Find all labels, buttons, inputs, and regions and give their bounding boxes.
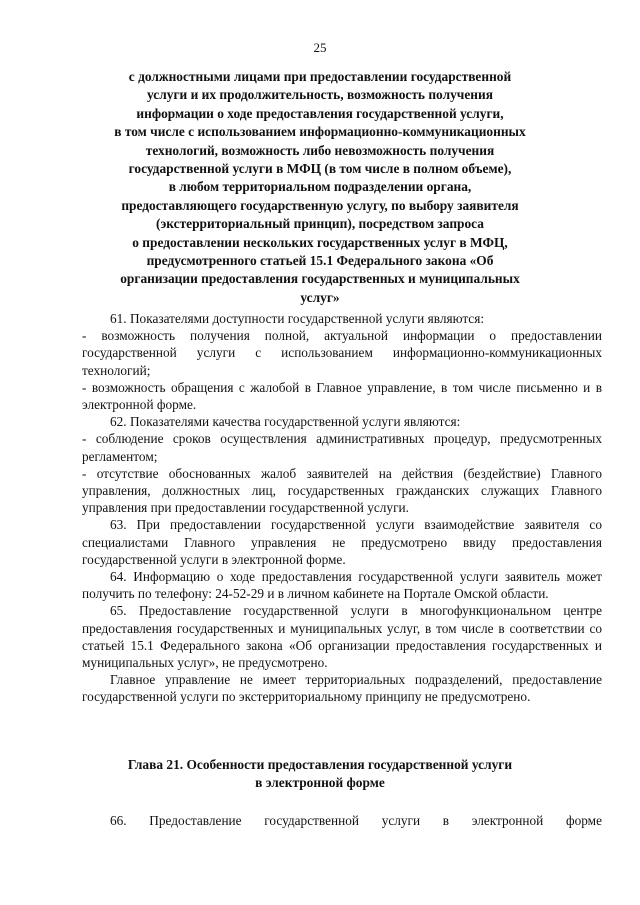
heading-line: в том числе с использованием информационно-коммуникационных (114, 124, 526, 140)
chapter-title-line: Глава 21. Особенности предоставления государственной услуги (127, 757, 513, 772)
page-number: 25 (313, 40, 327, 55)
paragraph-62-item-2: - отсутствие обоснованных жалоб заявителей на действия (бездействие) Главного управления, должностных лиц, государственных гражданских служащих Главного управления при предоставлении государственной услуги. (82, 465, 602, 516)
heading-line: предоставляющего государственную услугу, по выбору заявителя (121, 197, 519, 213)
paragraph-66: 66. Предоставление государственной услуги в электронной форме (110, 813, 602, 828)
heading-line: с должностными лицами при предоставлении государственной (128, 69, 512, 84)
heading-line: организации предоставления государственных и муниципальных (120, 271, 520, 287)
paragraph-62-item-1: - соблюдение сроков осуществления административных процедур, предусмотренных регламентом; (82, 431, 602, 464)
heading-line: предусмотренного статьей 15.1 Федерального закона «Об (146, 253, 494, 269)
heading-line: услуги и их продолжительность, возможность получения (147, 87, 493, 103)
heading-line: информации о ходе предоставления государственной услуги, (136, 105, 504, 121)
paragraph-65: 65. Предоставление государственной услуги в многофункциональном центре предоставления государственных и муниципальных услуг, в том числе в соответствии со статьей 15.1 Федерального закона «Об организации предоставления государственных и муниципальных услуг», не предусмотрено. (82, 603, 602, 671)
chapter-title-line: в электронной форме (255, 775, 385, 791)
section-heading (100, 68, 540, 307)
heading-line: услуг» (300, 289, 340, 305)
paragraph-65-note: Главное управление не имеет территориальных подразделений, предоставление государственной услуги по экстерриториальному принципу не предусмотрено. (82, 672, 602, 705)
paragraph-64: 64. Информацию о ходе предоставления государственной услуги заявитель может получить по телефону: 24-52-29 и в личном кабинете на Портале Омской области. (82, 569, 602, 602)
body-text (82, 310, 602, 706)
paragraph-63: 63. При предоставлении государственной услуги взаимодействие заявителя со специалистами Главного управления не предусмотрено ввиду предоставления государственной услуги в электронной форме. (82, 517, 602, 567)
heading-line: о предоставлении нескольких государственных услуг в МФЦ, (132, 234, 508, 250)
paragraph-61-item-2: - возможность обращения с жалобой в Главное управление, в том числе письменно и в электронной форме. (82, 379, 602, 413)
heading-line: государственной услуги в МФЦ (в том числе в полном объеме), (128, 161, 512, 177)
paragraph-62: 62. Показателями качества государственной услуги являются: (110, 414, 461, 430)
chapter-heading (100, 756, 540, 793)
paragraph-61-item-1: - возможность получения полной, актуальной информации о предоставлении государственной услуги с использованием информационно-коммуникационных технологий; (82, 328, 602, 378)
heading-line: в любом территориальном подразделении органа, (168, 179, 472, 195)
heading-line: технологий, возможность либо невозможность получения (145, 142, 495, 158)
heading-line: (экстерриториальный принцип), посредством запроса (156, 216, 484, 232)
paragraph-61: 61. Показателями доступности государственной услуги являются: (110, 311, 485, 326)
